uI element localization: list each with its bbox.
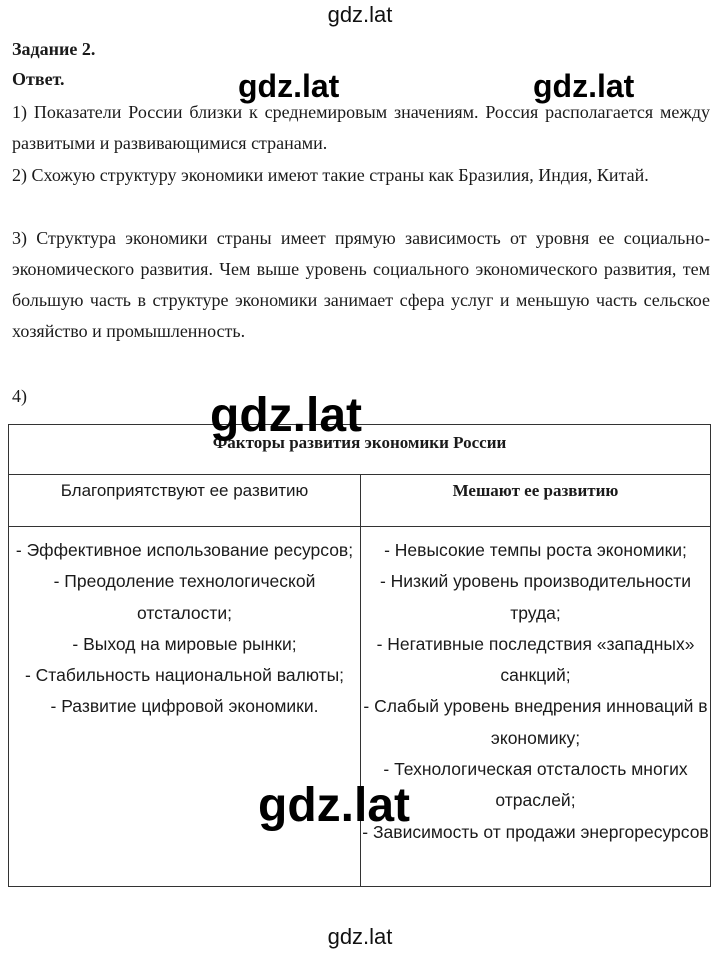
list-item: - Низкий уровень производительности труда; xyxy=(379,571,692,623)
table-title: Факторы развития экономики России xyxy=(9,425,711,475)
answer-paragraph-2: 2) Схожую структуру экономики имеют такие страны как Бразилия, Индия, Китай. xyxy=(12,165,649,185)
favorable-factors-list xyxy=(9,527,361,887)
list-item: - Развитие цифровой экономики. xyxy=(50,696,319,717)
watermark: gdz.lat xyxy=(533,68,635,104)
list-item: - Стабильность национальной валюты; xyxy=(24,665,345,686)
hindering-factors-list xyxy=(361,527,711,887)
list-item: - Негативные последствия «западных» санкций; xyxy=(376,633,695,686)
list-item: - Технологическая отсталость многих отраслей; xyxy=(383,759,688,811)
answer-paragraph-1: 1) Показатели России близки к среднемировым значениям. Россия располагается между развитыми и развивающимися странами. xyxy=(12,102,710,153)
list-item: - Преодоление технологической отсталости; xyxy=(53,571,316,623)
watermark: gdz.lat xyxy=(258,779,410,832)
list-item: - Слабый уровень внедрения инноваций в экономику; xyxy=(363,696,708,748)
answer-paragraph-4: 4) xyxy=(12,386,27,406)
watermark: gdz.lat xyxy=(238,68,340,104)
column-header-favorable: Благоприятствуют ее развитию xyxy=(9,475,361,527)
list-item: - Эффективное использование ресурсов; xyxy=(15,540,354,560)
task-title: Задание 2. xyxy=(12,39,96,59)
column-header-hindering: Мешают ее развитию xyxy=(361,475,711,527)
site-footer-label: gdz.lat xyxy=(327,924,393,949)
answer-paragraph-3: 3) Структура экономики страны имеет прямую зависимость от уровня ее социально-экономического развития. Чем выше уровень социального экономического развития, тем большую часть в структуре экономики занимает сфера услуг и меньшую часть сельское хозяйство и промышленность. xyxy=(12,228,710,341)
list-item: - Выход на мировые рынки; xyxy=(72,633,297,654)
list-item: - Зависимость от продажи энергоресурсов xyxy=(362,821,709,842)
watermark: gdz.lat xyxy=(210,389,362,442)
answer-label: Ответ. xyxy=(12,69,65,89)
list-item: - Невысокие темпы роста экономики; xyxy=(384,540,687,560)
site-header-label: gdz.lat xyxy=(327,2,393,27)
